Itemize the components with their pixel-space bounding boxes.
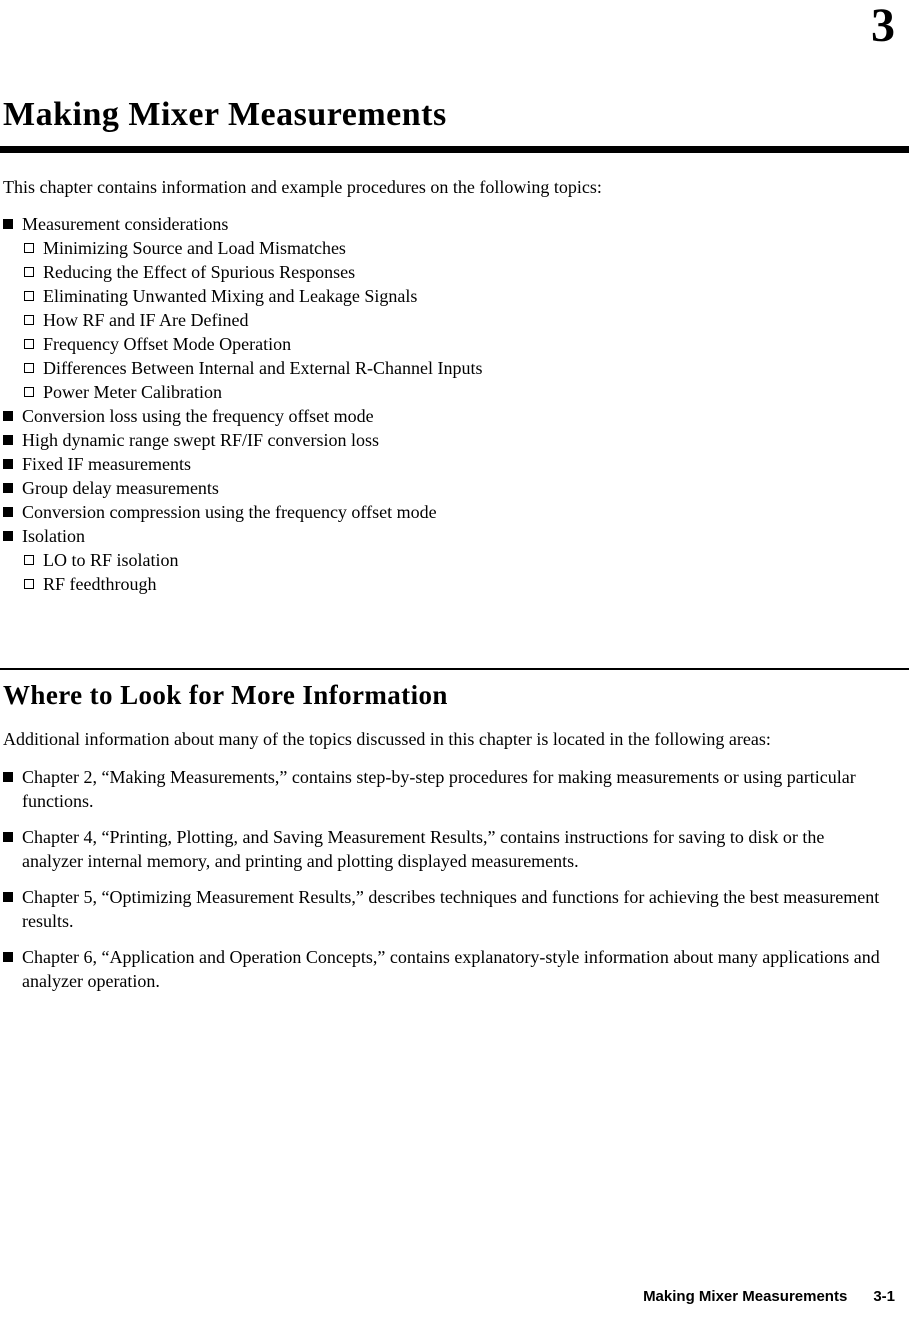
reference-text: Chapter 4, “Printing, Plotting, and Saving Measurement Results,” contains instructions for saving to disk or the analyzer internal memory, and printing and plotting displayed measurements.	[22, 827, 825, 872]
list-item	[24, 572, 909, 596]
bullet-open-icon	[24, 579, 34, 589]
reference-item	[3, 825, 909, 873]
list-item	[3, 476, 909, 500]
reference-text: Chapter 2, “Making Measurements,” contains step-by-step procedures for making measurements or using particular functions.	[22, 767, 856, 812]
list-item-label: Measurement considerations	[22, 214, 229, 235]
list-item-label: Conversion loss using the frequency offset mode	[22, 406, 374, 427]
list-item	[24, 356, 909, 380]
bullet-open-icon	[24, 387, 34, 397]
list-item	[3, 404, 909, 428]
list-item-label: RF feedthrough	[43, 574, 157, 595]
footer	[643, 1288, 895, 1305]
reference-item	[3, 765, 909, 813]
list-item-label: How RF and IF Are Defined	[43, 310, 249, 331]
list-item-label: Power Meter Calibration	[43, 382, 222, 403]
bullet-filled-icon	[3, 219, 13, 229]
bullet-filled-icon	[3, 772, 13, 782]
reference-item	[3, 885, 909, 933]
bullet-filled-icon	[3, 507, 13, 517]
bullet-open-icon	[24, 315, 34, 325]
title-rule	[0, 146, 909, 153]
list-item-label: Fixed IF measurements	[22, 454, 191, 475]
list-item	[3, 524, 909, 548]
bullet-open-icon	[24, 555, 34, 565]
list-item-label: Isolation	[22, 526, 85, 547]
bullet-filled-icon	[3, 483, 13, 493]
footer-page-number: 3-1	[873, 1288, 895, 1305]
section-intro: Additional information about many of the topics discussed in this chapter is located in the following areas:	[3, 729, 771, 750]
section-divider	[0, 668, 909, 670]
bullet-filled-icon	[3, 411, 13, 421]
list-item-label: High dynamic range swept RF/IF conversion loss	[22, 430, 379, 451]
list-item	[24, 380, 909, 404]
bullet-open-icon	[24, 291, 34, 301]
references-list	[3, 765, 909, 993]
bullet-filled-icon	[3, 952, 13, 962]
bullet-filled-icon	[3, 459, 13, 469]
reference-text: Chapter 5, “Optimizing Measurement Results,” describes techniques and functions for achieving the best measurement results.	[22, 887, 880, 932]
list-item	[24, 332, 909, 356]
intro-text: This chapter contains information and example procedures on the following topics:	[3, 177, 602, 198]
list-item	[24, 284, 909, 308]
list-item-label: Group delay measurements	[22, 478, 219, 499]
list-item	[24, 260, 909, 284]
list-item-label: LO to RF isolation	[43, 550, 179, 571]
list-item	[3, 500, 909, 524]
list-item	[3, 428, 909, 452]
list-item-label: Eliminating Unwanted Mixing and Leakage Signals	[43, 286, 418, 307]
bullet-open-icon	[24, 243, 34, 253]
bullet-filled-icon	[3, 435, 13, 445]
reference-text: Chapter 6, “Application and Operation Concepts,” contains explanatory-style information about many applications and analyzer operation.	[22, 947, 880, 992]
list-item-label: Differences Between Internal and External R-Channel Inputs	[43, 358, 483, 379]
footer-title: Making Mixer Measurements	[643, 1288, 848, 1305]
section-heading: Where to Look for More Information	[3, 680, 448, 711]
list-item-label: Frequency Offset Mode Operation	[43, 334, 292, 355]
bullet-filled-icon	[3, 531, 13, 541]
bullet-open-icon	[24, 267, 34, 277]
chapter-number: 3	[871, 0, 895, 52]
page-title: Making Mixer Measurements	[3, 96, 447, 133]
list-item	[3, 452, 909, 476]
bullet-filled-icon	[3, 892, 13, 902]
list-item	[24, 548, 909, 572]
bullet-open-icon	[24, 339, 34, 349]
bullet-open-icon	[24, 363, 34, 373]
list-item	[3, 212, 909, 236]
list-item-label: Minimizing Source and Load Mismatches	[43, 238, 346, 259]
list-item-label: Conversion compression using the frequency offset mode	[22, 502, 437, 523]
bullet-filled-icon	[3, 832, 13, 842]
list-item	[24, 308, 909, 332]
list-item-label: Reducing the Effect of Spurious Responses	[43, 262, 356, 283]
reference-item	[3, 945, 909, 993]
list-item	[24, 236, 909, 260]
topics-list	[3, 212, 909, 596]
